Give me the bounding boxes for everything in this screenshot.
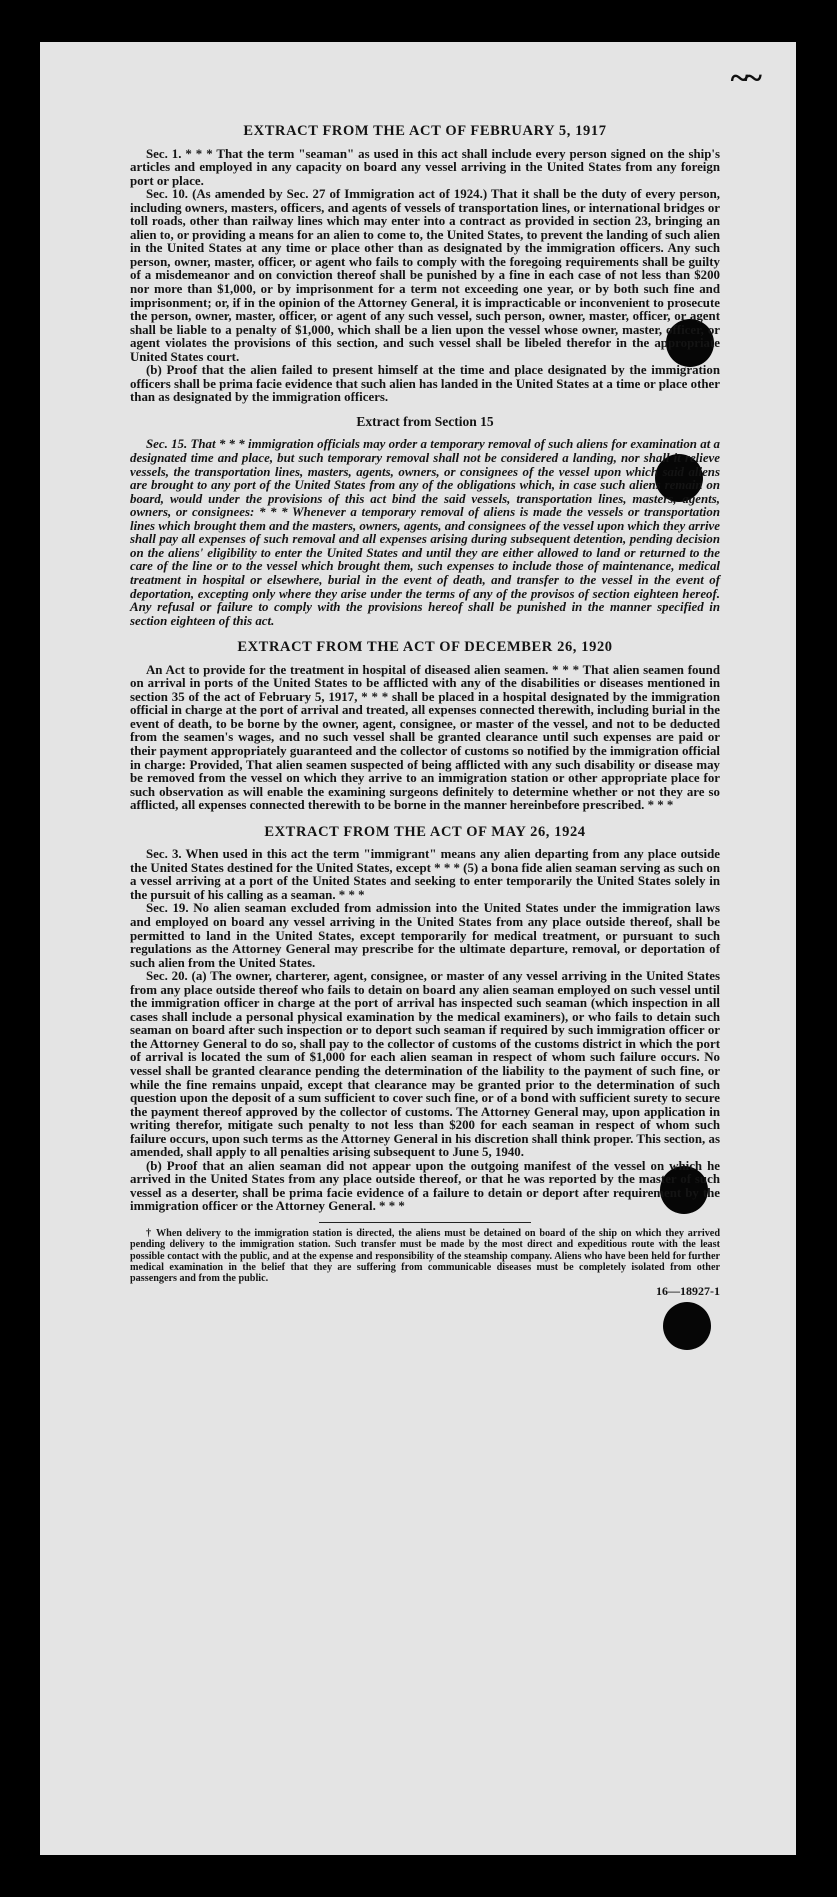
sec-10-paragraph: Sec. 10. (As amended by Sec. 27 of Immigration act of 1924.) That it shall be the duty of every person, including owners, masters, officers, and agents of vessels of transportation lines, or international bridges or toll roads, other than railway lines which may enter into a contract as provided in section 23, bringing an alien to, or providing a means for an alien to come to, the United States, to prevent the landing of such alien in the United States at any time or place other than as designated by the immigration officers. Any such person, owner, master, officer, or agent who fails to comply with the foregoing requirements shall be guilty of a misdemeanor and on conviction thereof shall be punished by a fine in each case of not less than $200 nor more than $1,000, or by imprisonment for a term not exceeding one year, or by both such fine and imprisonment; or, if in the opinion of the Attorney General, it is impracticable or inconvenient to prosecute the person, owner, master, officer, or agent of any such vessel, such person, owner, master, officer, or agent shall be liable to a penalty of $1,000, which shall be a lien upon the vessel whose owner, master, officer, or agent violates the provisions of this section, and such vessel shall be libeled therefor in the appropriate United States court.	[130, 187, 720, 364]
corner-mark: ~~	[730, 60, 758, 97]
sec-3-paragraph: Sec. 3. When used in this act the term "immigrant" means any alien departing from any place outside the United States destined for the United States, except * * * (5) a bona fide alien seaman serving as such on a vessel arriving at a port of the United States and seeking to enter temporarily the United States solely in the pursuit of his calling as a seaman. * * *	[130, 847, 720, 902]
footnote: † When delivery to the immigration station is directed, the aliens must be detained on board of the ship on which they arrived pending delivery to the immigration station. Such transfer must be made by the most direct and expeditious route with the least possible contact with the public, and at the expense and responsibility of the steamship company. Aliens who have been held for further medical examination in the belief that they are suffering from communicable diseases must be completely isolated from other passengers and from the public.	[130, 1228, 720, 1285]
form-code: 16—18927-1	[656, 1283, 720, 1298]
heading-act-1924: EXTRACT FROM THE ACT OF MAY 26, 1924	[264, 823, 586, 840]
punch-hole	[663, 1302, 711, 1350]
heading-act-1920: EXTRACT FROM THE ACT OF DECEMBER 26, 1920	[237, 639, 613, 656]
sec-20b-paragraph: (b) Proof that an alien seaman did not appear upon the outgoing manifest of the vessel on which he arrived in the United States from any place outside thereof, or that he was reported by the master of such vessel as a deserter, shall be prima facie evidence of a failure to detain or deport after requirement by the immigration officer or the Attorney General. * * *	[130, 1158, 720, 1214]
proof-paragraph: (b) Proof that the alien failed to present himself at the time and place designated by the immigration officers shall be prima facie evidence that such alien has landed in the United States at a time or place other than as designated by the immigration officers.	[130, 363, 720, 405]
document-page	[40, 42, 796, 1855]
sec-19-paragraph: Sec. 19. No alien seaman excluded from admission into the United States under the immigration laws and employed on board any vessel arriving in the United States from any place outside thereof, shall be permitted to land in the United States, except temporarily for medical treatment, or pursuant to such regulations as the Attorney General may prescribe for the ultimate departure, removal, or deportation of such alien from the United States.	[130, 901, 720, 970]
act-1920-paragraph: An Act to provide for the treatment in hospital of diseased alien seamen. * * * That alien seamen found on arrival in ports of the United States to be afflicted with any of the disabilities or diseases mentioned in section 35 of the act of February 5, 1917, * * * shall be placed in a hospital designated by the immigration official in charge at the port of arrival and treated, all expenses connected therewith, including burial in the event of death, to be borne by the owner, agent, consignee, or master of the vessel, and not to be deducted from the seamen's wages, and no such vessel shall be granted clearance until such expenses are paid or their payment appropriately guaranteed and the collector of customs so notified by the immigration official in charge: Provided, That alien seamen suspected of being afflicted with any such disability or disease may be removed from the vessel on which they arrive to an immigration station or other appropriate place for such observation as will enable the examining surgeons definitely to determine whether or not they are so afflicted, all expenses connected therewith to be borne in the manner hereinbefore prescribed. * * *	[130, 662, 720, 813]
heading-section-15: Extract from Section 15	[356, 413, 494, 429]
footnote-divider	[319, 1222, 531, 1223]
document-body	[130, 125, 720, 1298]
sec-1-paragraph: Sec. 1. * * * That the term "seaman" as used in this act shall include every person signed on the ship's articles and employed in any capacity on board any vessel arriving in the United States from any foreign port or place.	[130, 146, 720, 188]
sec-15-paragraph: Sec. 15. That * * * immigration officials may order a temporary removal of such aliens for examination at a designated time and place, but such temporary removal shall not be considered a landing, nor shall it relieve vessels, the transportation lines, masters, agents, owners, or consignees of the vessel upon which said aliens are brought to any port of the United States from any of the obligations which, in case such aliens remain on board, would under the provisions of this act bind the said vessels, transportation lines, masters, agents, owners, or consignees: * * * Whenever a temporary removal of aliens is made the vessels or transportation lines which brought them and the masters, owners, agents, and consignees of the vessel upon which they arrive shall pay all expenses of such removal and all expenses arising during subsequent detention, pending decision on the aliens' eligibility to enter the United States and until they are either allowed to land or returned to the care of the line or to the vessel which brought them, such expenses to include those of maintenance, medical treatment in hospital or elsewhere, burial in the event of death, and transfer to the vessel in the event of deportation, excepting only where they arise under the terms of any of the provisos of section eighteen hereof. Any refusal or failure to comply with the provisions hereof shall be punished in the manner specified in section eighteen of this act.	[130, 437, 720, 628]
heading-act-1917: EXTRACT FROM THE ACT OF FEBRUARY 5, 1917	[243, 123, 607, 139]
sec-20a-paragraph: Sec. 20. (a) The owner, charterer, agent, consignee, or master of any vessel arriving in the United States from any place outside thereof who fails to detain on board any alien seaman employed on such vessel until the immigration officer in charge at the port of arrival has inspected such seaman (which inspection in all cases shall include a personal physical examination by the medical examiners), or who fails to detain such seaman on board after such inspection or to deport such seaman if required by such immigration officer or the Attorney General to do so, shall pay to the collector of customs of the customs district in which the port of arrival is located the sum of $1,000 for each alien seaman in respect of whom such failure occurs. No vessel shall be granted clearance pending the determination of the liability to the payment of such fine, or while the fine remains unpaid, except that clearance may be granted prior to the determination of such question upon the deposit of a sum sufficient to cover such fine, or of a bond with sufficient surety to secure the payment thereof approved by the collector of customs. The Attorney General may, upon application in writing therefor, mitigate such penalty to not less than $200 for each seaman in respect of whom such failure occurs, upon such terms as the Attorney General in his discretion shall think proper. This section, as amended, shall apply to all penalties arising subsequent to June 5, 1940.	[130, 969, 720, 1160]
